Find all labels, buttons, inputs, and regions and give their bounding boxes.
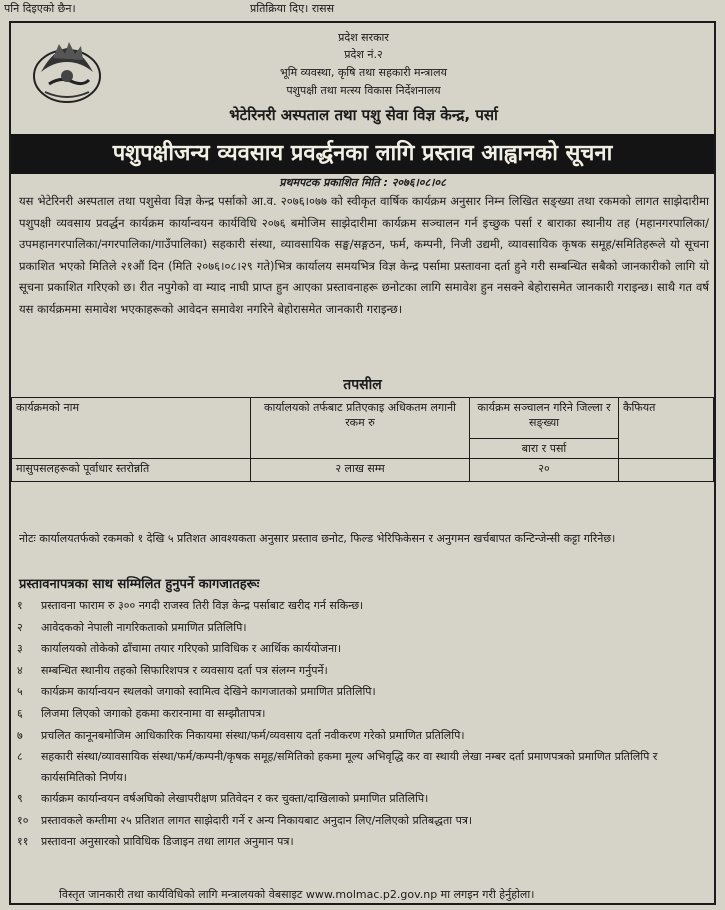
published-date: प्रथमपटक प्रकाशित मिति : २०७६।०८।०८ [279, 176, 446, 189]
list-item-text: लिजमा लिएको जगाको हकमा करारनामा वा सम्झौतापत्र। [41, 706, 266, 720]
list-item-number: ७ [17, 728, 23, 742]
table-title: तपसील [343, 377, 382, 393]
notice-body-paragraph: यस भेटेरिनरी अस्पताल तथा पशुसेवा विज्ञ केन्द्र पर्साको आ.व. २०७६।०७७ को स्वीकृत वार्षिक कार्यक्रम अनुसार निम्न लिखित सङ्ख्या तथा रकमको लागत साझेदारीमा पशुपक्षी व्यवसाय प्रवर्द्धन कार्यक्रम कार्यान्वयन कार्यविधि २०७६ बमोजिम साझेदारीमा कार्यक्रम सञ्चालन गर्न इच्छुक पर्सा र बाराका स्थानीय तह (महानगरपालिका/उपमहानगरपालिका/नगरपालिका/गाउँपालिका) सहकारी संस्था, व्यावसायिक सङ्घ/सङ्गठन, फर्म, कम्पनी, निजी उद्यमी, व्यावसायिक कृषक समूह/समितिहरूले यो सूचना प्रकाशित भएको मितिले २१औं दिन (मिति २०७६।०८।२९ गते)भित्र कार्यालय समयभित्र विज्ञ केन्द्र पर्सामा प्रस्तावना दर्ता हुने गरी सम्बन्धित सबैको जानकारीको लागि यो सूचना प्रकाशित गरिएको छ। रीत नपुगेको वा म्याद नाघी प्राप्त हुन आएका प्रस्तावनाहरू छनोटका लागि समावेश हुन नसक्ने बेहोरासमेत जानकारी गराइन्छ। साथै गत वर्ष यस कार्यक्रममा समावेश भएकाहरूको आवेदन समावेश नगरिने बेहोरासमेत जानकारी गराइन्छ। [19, 194, 709, 316]
header-district-names: बारा र पर्सा [470, 439, 619, 459]
note-text: नोटः कार्यालयतर्फको रकमको १ देखि ५ प्रतिशत आवश्यकता अनुसार प्रस्ताव छनोट, फिल्ड भेरिफिकेसन र अनुगमन खर्चबापत कन्टिन्जेन्सी कट्टा गरिनेछ। [19, 532, 616, 545]
list-item-number: १० [17, 813, 29, 827]
list-item [17, 725, 712, 747]
list-item-number: ६ [17, 706, 23, 720]
list-item-number: ९ [17, 792, 23, 806]
footer-website-text: विस्तृत जानकारी तथा कार्यविधिको लागि मन्त्रालयको वेबसाइट www.molmac.p2.gov.np मा लगइन गरी हेर्नुहोला। [59, 888, 535, 901]
cell-investment: २ लाख सम्म [251, 459, 470, 482]
cell-remarks [619, 459, 714, 482]
notice-frame [9, 21, 716, 905]
cell-program-name: मासुपसलहरूको पूर्वाधार स्तरोन्नति [12, 459, 251, 482]
program-table [11, 397, 714, 482]
top-strip-left-text: पनि दिइएको छैन। [4, 2, 76, 15]
header-government: प्रदेश सरकार [338, 31, 389, 44]
notice-banner-title: पशुपक्षीजन्य व्यवसाय प्रवर्द्धनका लागि प्रस्ताव आह्वानको सूचना [11, 134, 714, 174]
list-item [17, 681, 712, 703]
list-item [17, 638, 712, 660]
header-directorate: पशुपक्षी तथा मत्स्य विकास निर्देशनालय [286, 84, 441, 97]
list-item-text: आवेदकको नेपाली नागरिकताको प्रमाणित प्रतिलिपि। [41, 620, 247, 634]
list-item-text: प्रस्तावना अनुसारको प्राविधिक डिजाइन तथा लागत अनुमान पत्र। [41, 835, 294, 849]
top-strip-right-text: प्रतिक्रिया दिए। रासस [250, 2, 335, 15]
header-max-investment: कार्यालयको तर्फबाट प्रतिएकाइ अधिकतम लगानी रकम रु [251, 398, 470, 459]
header-remarks: कैफियत [619, 398, 714, 459]
list-item [17, 746, 712, 788]
list-item-text: प्रचलित कानूनबमोजिम आधिकारिक निकायमा संस्था/फर्म/व्यवसाय दर्ता नवीकरण गरेको प्रमाणित प्रतिलिपि। [41, 728, 465, 742]
list-item-text: कार्यक्रम कार्यान्वयन वर्षअघिको लेखापरीक्षण प्रतिवेदन र कर चुक्ता/दाखिलाको प्रमाणित प्रतिलिपि। [41, 792, 429, 806]
list-item [17, 831, 712, 853]
header-district-count: कार्यक्रम सञ्चालन गरिने जिल्ला र सङ्ख्या [470, 398, 619, 439]
header-office-title: भेटेरिनरी अस्पताल तथा पशु सेवा विज्ञ केन्द्र, पर्सा [229, 106, 498, 124]
cell-count: २० [470, 459, 619, 482]
list-item-number: १ [17, 599, 23, 612]
documents-heading: प्रस्तावनापत्रका साथ सम्मिलित हुनुपर्ने कागजातहरूः [19, 577, 260, 592]
table-row [12, 459, 714, 482]
list-item [17, 617, 712, 639]
list-item-text: कार्यालयको तोकेको ढाँचामा तयार गरिएको प्राविधिक र आर्थिक कार्ययोजना। [41, 642, 342, 656]
list-item-text: कार्यक्रम कार्यान्वयन स्थलको जगाको स्वामित्व देखिने कागजातको प्रमाणित प्रतिलिपि। [41, 685, 376, 699]
header-program-name: कार्यक्रमको नाम [12, 398, 251, 459]
list-item [17, 810, 712, 832]
top-strip [0, 0, 725, 20]
list-item [17, 703, 712, 725]
table-header-row [12, 398, 714, 439]
list-item [17, 788, 712, 810]
documents-list [17, 595, 712, 853]
header-ministry: भूमि व्यवस्था, कृषि तथा सहकारी मन्त्रालय [280, 66, 447, 79]
list-item-number: ८ [17, 750, 23, 764]
list-item-number: २ [17, 620, 23, 634]
list-item-number: ११ [17, 835, 29, 849]
list-item-number: ५ [17, 685, 23, 699]
header-province: प्रदेश नं.२ [344, 48, 383, 61]
list-item-text: प्रस्तावकले कम्तीमा २५ प्रतिशत लागत साझेदारी गर्ने र अन्य निकायबाट अनुदान लिए/नलिएको प्रतिबद्धता पत्र। [41, 813, 473, 827]
list-item-number: ४ [17, 663, 23, 677]
list-item [17, 595, 712, 617]
list-item-text: सहकारी संस्था/व्यावसायिक संस्था/फर्म/कम्पनी/कृषक समूह/समितिको हकमा मूल्य अभिवृद्धि कर वा स्थायी लेखा नम्बर दर्ता प्रमाणपत्रको प्रमाणित प्रतिलिपि र कार्यसमितिको निर्णय। [41, 750, 658, 785]
list-item-text: सम्बन्धित स्थानीय तहको सिफारिशपत्र र व्यवसाय दर्ता पत्र संलग्न गर्नुपर्ने। [41, 663, 328, 677]
list-item [17, 660, 712, 682]
list-item-number: ३ [17, 642, 23, 656]
list-item-text: प्रस्तावना फाराम रु ३०० नगदी राजस्व तिरी विज्ञ केन्द्र पर्साबाट खरीद गर्न सकिन्छ। [41, 599, 364, 612]
